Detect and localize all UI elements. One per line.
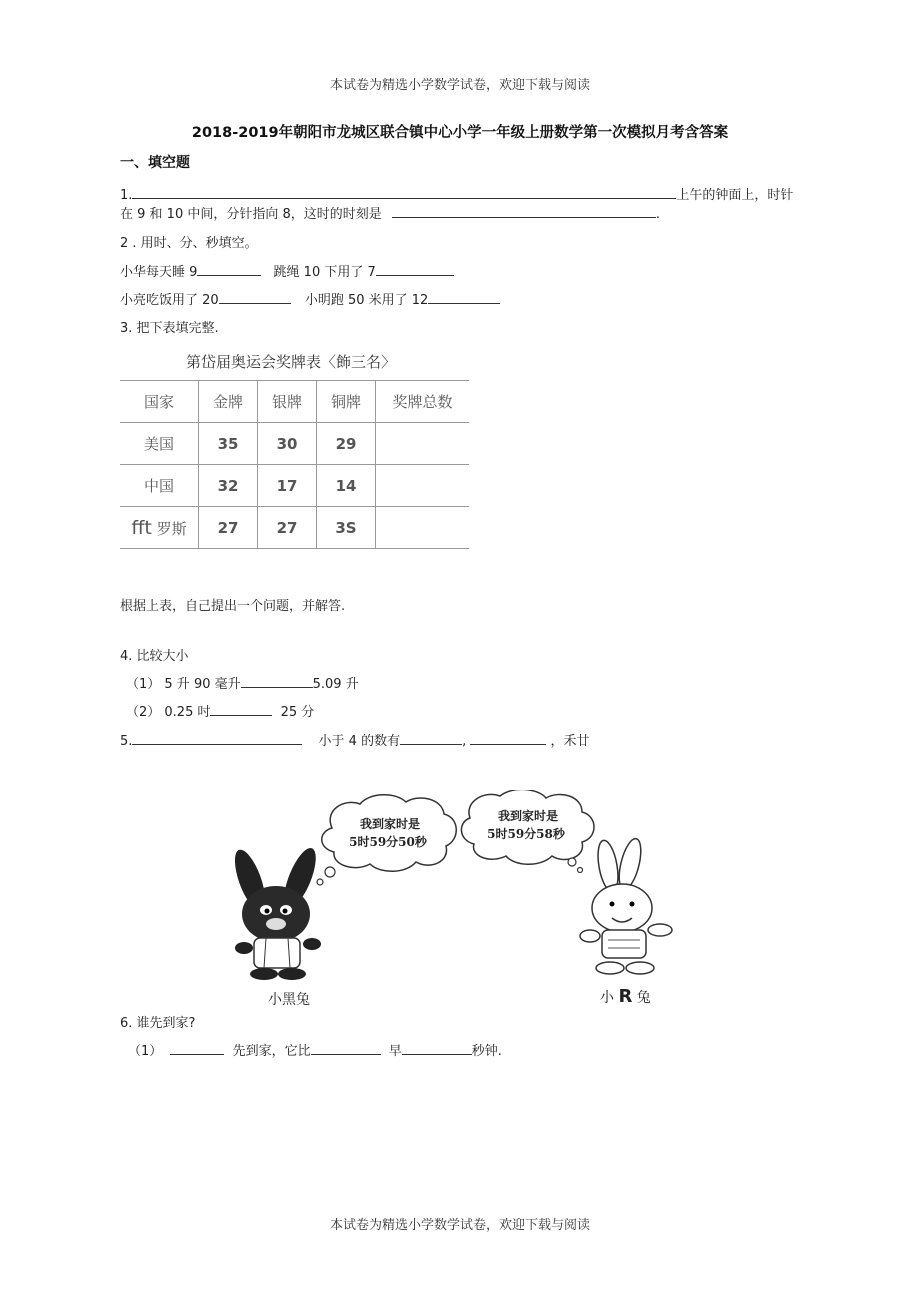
question-5 bbox=[120, 730, 590, 749]
black-rabbit-icon bbox=[229, 844, 322, 980]
header-bronze: 铜牌 bbox=[317, 381, 376, 423]
table-row bbox=[120, 465, 469, 507]
cell-country-prefix: fft bbox=[131, 516, 152, 539]
answer-blank[interactable] bbox=[210, 702, 272, 716]
header-country: 国家 bbox=[120, 381, 199, 423]
label-white-rabbit-part1: 小 bbox=[600, 990, 614, 1006]
question-2-row2 bbox=[120, 289, 500, 308]
table-row bbox=[120, 423, 469, 465]
answer-blank[interactable] bbox=[132, 731, 302, 745]
question-5-number: 5. bbox=[120, 734, 133, 749]
question-2-item: 小亮吃饭用了 20 bbox=[120, 293, 219, 308]
question-1-period: . bbox=[655, 207, 661, 222]
white-rabbit-icon bbox=[580, 837, 672, 974]
question-6-text: 早 bbox=[388, 1044, 402, 1059]
answer-blank[interactable] bbox=[197, 262, 261, 276]
question-4-item1 bbox=[126, 673, 359, 692]
table-row bbox=[120, 507, 469, 549]
answer-blank[interactable] bbox=[241, 674, 313, 688]
page-title: 2018-2019年朝阳市龙城区联合镇中心小学一年级上册数学第一次模拟月考含答案 bbox=[191, 125, 729, 141]
label-black-rabbit: 小黑兔 bbox=[268, 992, 310, 1008]
question-3-followup: 根据上表，自己提出一个问题，并解答. bbox=[120, 599, 346, 614]
page-footer: 本试卷为精选小学数学试卷，欢迎下载与阅读 bbox=[329, 1218, 590, 1233]
cell-total[interactable] bbox=[376, 507, 470, 549]
question-4-text: （2） 0.25 吋 bbox=[126, 705, 211, 720]
thought-bubble-right bbox=[461, 790, 594, 873]
thought-bubble-left bbox=[317, 795, 456, 885]
question-2-item: 小明跑 50 米用了 12 bbox=[304, 293, 429, 308]
bubble-left-line1: 我到家时是 bbox=[359, 817, 421, 831]
question-4-stem: 4. 比较大小 bbox=[120, 649, 189, 664]
answer-blank[interactable] bbox=[376, 262, 454, 276]
cell-total[interactable] bbox=[376, 423, 470, 465]
question-2-item: 跳绳 10 下用了 7 bbox=[273, 265, 376, 280]
label-white-rabbit bbox=[600, 986, 651, 1007]
question-3-stem: 3. 把下表填完整. bbox=[120, 321, 219, 336]
cell-total[interactable] bbox=[376, 465, 470, 507]
question-4-item2 bbox=[126, 701, 314, 720]
cell-country-suffix: 罗斯 bbox=[151, 519, 187, 538]
cell-country bbox=[120, 507, 199, 549]
question-1-line1 bbox=[120, 184, 793, 203]
answer-blank[interactable] bbox=[402, 1041, 472, 1055]
answer-blank[interactable] bbox=[170, 1041, 224, 1055]
question-2-item: 小华每天睡 9 bbox=[120, 265, 198, 280]
question-1-text: 在 9 和 10 中间，分针指向 8，这时的时刻是 bbox=[120, 207, 382, 222]
answer-blank[interactable] bbox=[219, 290, 291, 304]
label-white-rabbit-part2: R bbox=[618, 986, 633, 1007]
question-4-text: （1） 5 升 90 毫升 bbox=[126, 677, 241, 692]
question-5-comma: , bbox=[462, 734, 467, 749]
table-title: 第岱届奥运会奖牌表〈飾三名〉 bbox=[186, 353, 397, 371]
question-1-tail: 上午的钟面上，时针 bbox=[676, 188, 794, 203]
label-white-rabbit-part3: 兔 bbox=[636, 990, 651, 1006]
page-header: 本试卷为精选小学数学试卷，欢迎下载与阅读 bbox=[329, 78, 590, 93]
cell-bronze: 14 bbox=[317, 465, 376, 507]
answer-blank[interactable] bbox=[400, 731, 462, 745]
question-2-stem: 2 . 用时、分、秒填空。 bbox=[120, 236, 258, 251]
answer-blank[interactable] bbox=[428, 290, 500, 304]
cell-country: 美国 bbox=[120, 423, 199, 465]
rabbits-illustration bbox=[220, 790, 700, 990]
answer-blank[interactable] bbox=[470, 731, 546, 745]
cell-silver: 27 bbox=[258, 507, 317, 549]
header-total: 奖牌总数 bbox=[376, 381, 470, 423]
question-1-line2 bbox=[120, 203, 660, 222]
section-heading: 一、填空题 bbox=[120, 155, 190, 171]
answer-blank[interactable] bbox=[132, 185, 676, 199]
cell-gold: 27 bbox=[199, 507, 258, 549]
cell-gold: 32 bbox=[199, 465, 258, 507]
question-6-number: （1） bbox=[128, 1044, 163, 1059]
question-4-text: 25 分 bbox=[280, 705, 315, 720]
header-gold: 金牌 bbox=[199, 381, 258, 423]
cell-silver: 30 bbox=[258, 423, 317, 465]
answer-blank[interactable] bbox=[392, 204, 656, 218]
medal-table bbox=[120, 380, 469, 549]
question-6-text: 秒钟. bbox=[471, 1044, 502, 1059]
cell-silver: 17 bbox=[258, 465, 317, 507]
bubble-right-line2: 5时59分58秒 bbox=[487, 827, 565, 841]
table-header-row bbox=[120, 381, 469, 423]
question-1-number: 1. bbox=[120, 188, 133, 203]
cell-country: 中国 bbox=[120, 465, 199, 507]
question-6-sub1 bbox=[128, 1040, 502, 1059]
question-4-text: 5.09 升 bbox=[312, 677, 359, 692]
header-silver: 银牌 bbox=[258, 381, 317, 423]
question-5-text: 小于 4 的数有 bbox=[318, 734, 401, 749]
bubble-left-line2: 5时59分50秒 bbox=[349, 835, 427, 849]
question-6-stem: 6. 谁先到家? bbox=[120, 1016, 196, 1031]
answer-blank[interactable] bbox=[311, 1041, 381, 1055]
bubble-right-line1: 我到家时是 bbox=[497, 809, 559, 823]
question-5-tail: ，禾廿 bbox=[550, 734, 590, 749]
cell-gold: 35 bbox=[199, 423, 258, 465]
cell-bronze: 29 bbox=[317, 423, 376, 465]
cell-bronze: 3S bbox=[317, 507, 376, 549]
question-6-text: 先到家，它比 bbox=[232, 1044, 311, 1059]
question-2-row1 bbox=[120, 261, 454, 280]
